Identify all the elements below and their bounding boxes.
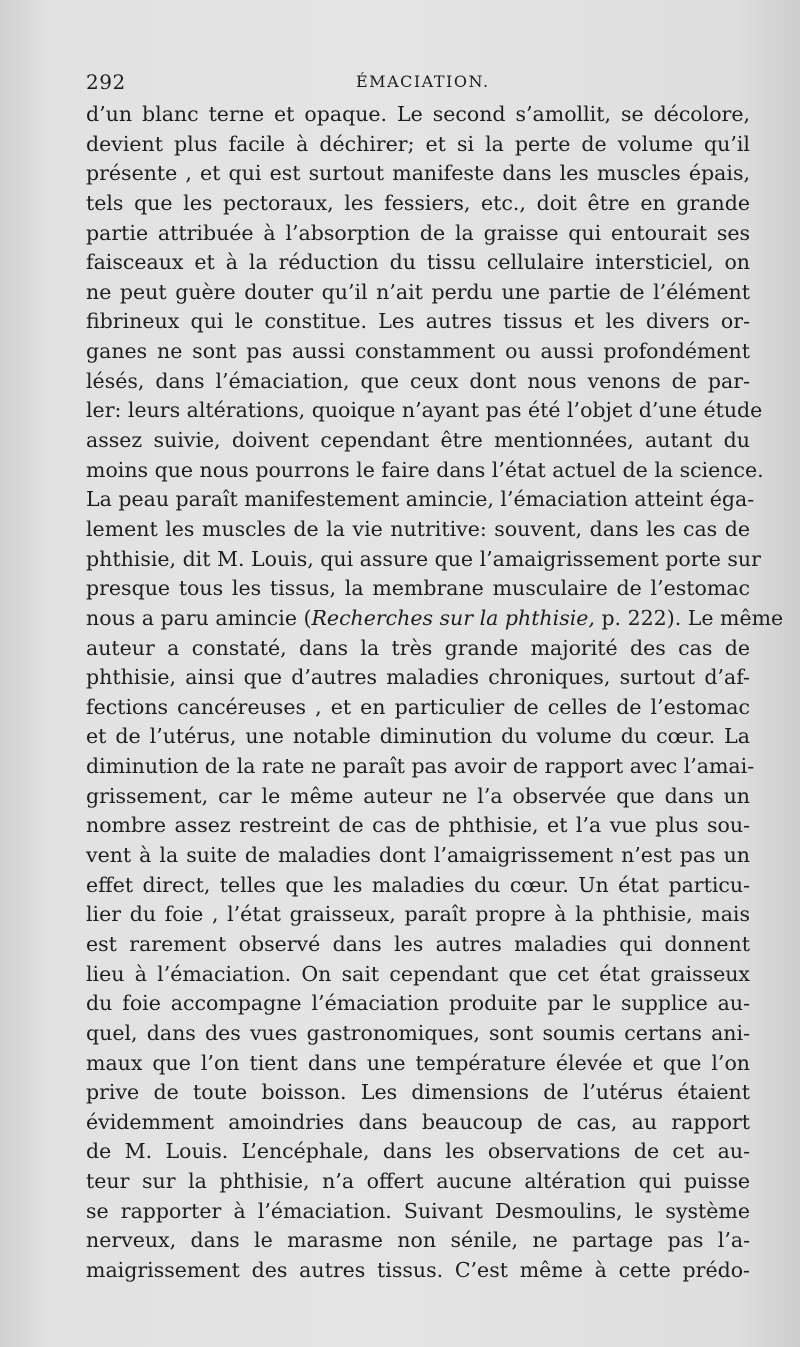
text-line: ne peut guère douter qu’il n’ait perdu une partie de l’élément: [86, 279, 750, 304]
text-line: auteur a constaté, dans la très grande majorité des cas de: [86, 635, 750, 660]
text-line: teur sur la phthisie, n’a offert aucune altération qui puisse: [86, 1169, 750, 1194]
text-line: effet direct, telles que les maladies du cœur. Un état particu-: [86, 872, 750, 897]
text-line: vent à la suite de maladies dont l’amaigrissement n’est pas un: [86, 843, 750, 868]
text-line: maux que l’on tient dans une température élevée et que l’on: [86, 1050, 750, 1075]
text-line: prive de toute boisson. Les dimensions de l’utérus étaient: [86, 1080, 750, 1105]
text-line: lier du foie , l’état graisseux, paraît propre à la phthisie, mais: [86, 902, 750, 927]
text-line: ganes ne sont pas aussi constamment ou aussi profondément: [86, 339, 750, 364]
text-line-after: p. 222). Le même: [594, 605, 784, 630]
text-line-before: nous a paru amincie (: [86, 605, 312, 630]
text-line: grissement, car le même auteur ne l’a observée que dans un: [86, 783, 750, 808]
page-header: [86, 66, 750, 100]
text-line: phthisie, ainsi que d’autres maladies chroniques, surtout d’af-: [86, 665, 750, 690]
text-line: faisceaux et à la réduction du tissu cellulaire intersticiel, on: [86, 250, 750, 275]
text-line: tels que les pectoraux, les fessiers, etc., doit être en grande: [86, 190, 750, 215]
text-line: ler: leurs altérations, quoique n’ayant pas été l’objet d’une étude: [86, 398, 763, 423]
running-title: ÉMACIATION.: [356, 72, 490, 91]
text-line: nerveux, dans le marasme non sénile, ne partage pas l’a-: [86, 1228, 750, 1253]
text-line: présente , et qui est surtout manifeste dans les muscles épais,: [86, 161, 750, 186]
text-line: fections cancéreuses , et en particulier de celles de l’estomac: [86, 694, 750, 719]
text-line: évidemment amoindries dans beaucoup de cas, au rapport: [86, 1109, 750, 1134]
page-number: 292: [86, 70, 126, 94]
text-line: assez suivie, doivent cependant être mentionnées, autant du: [86, 428, 750, 453]
book-title-citation: Recherches sur la phthisie,: [311, 605, 595, 630]
body-text: [86, 100, 784, 1286]
text-line: quel, dans des vues gastronomiques, sont soumis certans ani-: [86, 1020, 750, 1045]
text-line: d’un blanc terne et opaque. Le second s’amollit, se décolore,: [86, 102, 750, 126]
text-line: [86, 604, 784, 634]
text-line: maigrissement des autres tissus. C’est même à cette prédo-: [86, 1257, 750, 1282]
text-line: lement les muscles de la vie nutritive: souvent, dans les cas de: [86, 516, 750, 541]
text-line: devient plus facile à déchirer; et si la perte de volume qu’il: [86, 131, 750, 156]
text-line: de M. Louis. L’encéphale, dans les observations de cet au-: [86, 1139, 750, 1164]
text-line: nombre assez restreint de cas de phthisie, et l’a vue plus sou-: [86, 813, 750, 838]
text-line: diminution de la rate ne paraît pas avoir de rapport avec l’amai-: [86, 754, 755, 779]
text-line: lieu à l’émaciation. On sait cependant que cet état graisseux: [86, 961, 750, 986]
text-line: fibrineux qui le constitue. Les autres tissus et les divers or-: [86, 309, 750, 334]
text-line: se rapporter à l’émaciation. Suivant Desmoulins, le système: [86, 1198, 750, 1223]
text-line: presque tous les tissus, la membrane musculaire de l’estomac: [86, 576, 750, 601]
text-line: partie attribuée à l’absorption de la graisse qui entourait ses: [86, 220, 750, 245]
text-line: est rarement observé dans les autres maladies qui donnent: [86, 931, 750, 956]
text-line: moins que nous pourrons le faire dans l’état actuel de la science.: [86, 457, 764, 482]
text-line: phthisie, dit M. Louis, qui assure que l’amaigrissement porte sur: [86, 546, 761, 571]
text-line: La peau paraît manifestement amincie, l’émaciation atteint éga-: [86, 487, 755, 512]
text-line: lésés, dans l’émaciation, que ceux dont nous venons de par-: [86, 368, 750, 393]
text-line: et de l’utérus, une notable diminution du volume du cœur. La: [86, 724, 750, 749]
text-line: du foie accompagne l’émaciation produite par le supplice au-: [86, 991, 750, 1016]
